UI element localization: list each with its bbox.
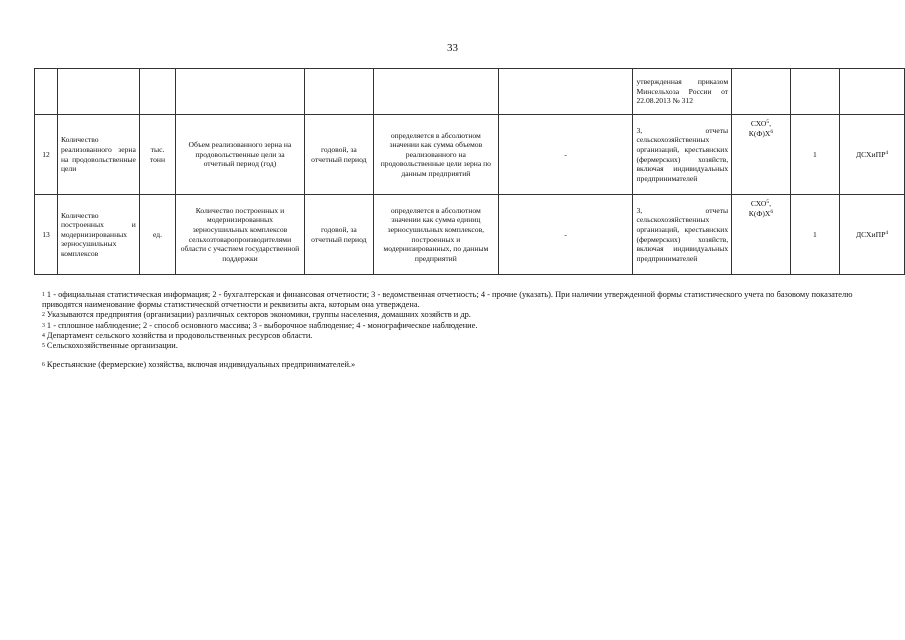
unit-cell: тыс. тонн: [139, 115, 175, 195]
table-cell: [57, 69, 139, 115]
objects-label: К(Ф)Х: [748, 208, 771, 218]
table-cell: [139, 69, 175, 115]
indicator-name: Количество построенных и модернизированных зерносушильных комплексов: [57, 195, 139, 275]
dash-cell: -: [498, 115, 633, 195]
footnote-mark: 4: [42, 332, 45, 339]
method-cell: определяется в абсолютном значении как сумма объемов реализованного на продовольственные цели зерна по данным предприятий: [373, 115, 498, 195]
footnote-text: Сельскохозяйственные организации.: [46, 341, 178, 351]
method-cell: определяется в абсолютном значении как сумма единиц зерносушильных комплексов, построенных и модернизированных, по данным предприятий: [373, 195, 498, 275]
objects-label: СХО: [750, 199, 767, 208]
responsible-label: ДСХиПР: [856, 149, 886, 159]
indicators-table: [34, 68, 905, 275]
footnotes: [42, 290, 877, 370]
objects-cell: СХО$^5$, $К(Ф)Х^6$: [732, 115, 791, 195]
source-cell: утвержденная приказом Минсельхоза России от 22.08.2013 № 312: [633, 69, 732, 115]
source-cell: 3, отчеты сельскохозяйственных организаций, крестьянских (фермерских) хозяйств, включая индивидуальных предпринимателей: [633, 115, 732, 195]
table-row-continuation: [35, 69, 905, 115]
responsible-label: ДСХиПР: [856, 229, 886, 239]
frequency-cell: 1: [790, 195, 839, 275]
footnote-ref: 6: [770, 208, 774, 215]
table-cell: [176, 69, 305, 115]
footnote: [42, 360, 877, 370]
footnote-ref: 4: [885, 229, 889, 236]
objects-cell: СХО$^5$, $К(Ф)Х^6$: [732, 195, 791, 275]
footnote-mark: 3: [42, 322, 45, 329]
indicator-name: Количество реализованного зерна на продовольственные цели: [57, 115, 139, 195]
period-cell: годовой, за отчетный период: [304, 195, 373, 275]
table-cell: [304, 69, 373, 115]
unit-cell: ед.: [139, 195, 175, 275]
table-row: [35, 115, 905, 195]
source-cell: 3, отчеты сельскохозяйственных организаций, крестьянских (фермерских) хозяйств, включая индивидуальных предпринимателей: [633, 195, 732, 275]
dash-cell: -: [498, 195, 633, 275]
footnote-text: Департамент сельского хозяйства и продовольственных ресурсов области.: [46, 330, 313, 340]
table-cell: [732, 69, 791, 115]
footnote-mark: 5: [42, 343, 45, 350]
table-cell: [790, 69, 839, 115]
table-cell: [498, 69, 633, 115]
footnote-ref: 6: [770, 128, 774, 135]
description-cell: Количество построенных и модернизированных зерносушильных комплексов сельхозтоваропроизводителями области с участием государственной поддержки: [176, 195, 305, 275]
table-cell: [35, 69, 58, 115]
page-number: 33: [447, 42, 458, 54]
objects-label: К(Ф)Х: [748, 128, 771, 138]
footnote-mark: 6: [42, 362, 45, 369]
row-number: 12: [35, 115, 58, 195]
footnote-text: Указываются предприятия (организации) различных секторов экономики, группы населения, домашних хозяйств и др.: [46, 310, 471, 320]
period-cell: годовой, за отчетный период: [304, 115, 373, 195]
footnote: [42, 341, 877, 351]
footnote-text: 1 - официальная статистическая информация; 2 - бухгалтерская и финансовая отчетности; 3 - ведомственная отчетность; 4 - прочие (указать). При наличии утвержденной формы статистического учета по базовому показателю приводятся наименование формы статистической отчетности и реквизиты акта, которым она утверждена.: [42, 290, 853, 310]
footnote: [42, 321, 877, 331]
table-cell: [373, 69, 498, 115]
footnote: [42, 290, 877, 310]
description-cell: Объем реализованного зерна на продовольственные цели за отчетный период (год): [176, 115, 305, 195]
table-row: [35, 195, 905, 275]
footnote-ref: 5: [766, 119, 770, 125]
footnote-text: 1 - сплошное наблюдение; 2 - способ основного массива; 3 - выборочное наблюдение; 4 - монографическое наблюдение.: [46, 320, 478, 330]
footnote-mark: 1: [42, 292, 45, 298]
footnote: [42, 310, 877, 320]
footnote-ref: 4: [885, 149, 889, 156]
responsible-cell: [840, 195, 905, 275]
row-number: 13: [35, 195, 58, 275]
frequency-cell: 1: [790, 115, 839, 195]
footnote-ref: 5: [766, 199, 770, 205]
footnote-text: Крестьянские (фермерские) хозяйства, включая индивидуальных предпринимателей.»: [46, 360, 356, 370]
footnote: [42, 331, 877, 341]
responsible-cell: [840, 115, 905, 195]
footnote-mark: 2: [42, 312, 45, 319]
table-cell: [840, 69, 905, 115]
objects-label: СХО: [750, 119, 767, 128]
